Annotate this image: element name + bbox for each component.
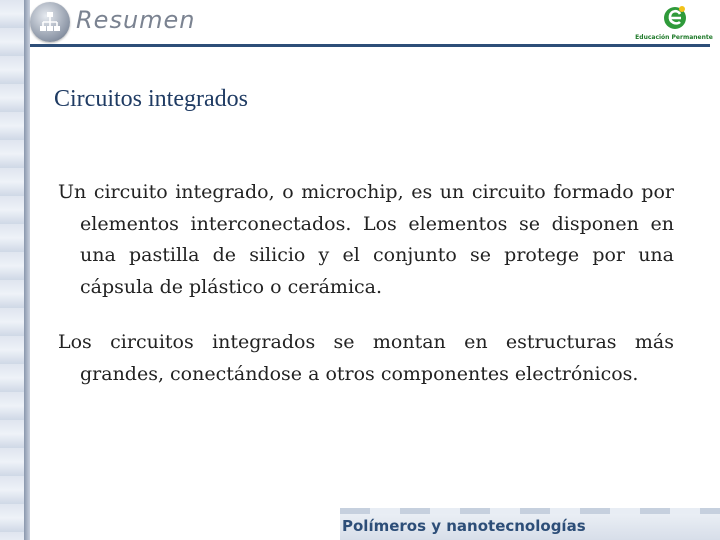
page-title: Circuitos integrados (54, 86, 248, 112)
hierarchy-icon (38, 10, 62, 34)
brand-text: Educación Permanente (635, 34, 713, 41)
brand-logo (634, 4, 714, 44)
footer-title: Polímeros y nanotecnologías (342, 517, 586, 535)
paragraph-assembly: Los circuitos integrados se montan en estructuras más grandes, conectándose a otros componentes electrónicos. (58, 331, 674, 385)
paragraph-definition: Un circuito integrado, o microchip, es un circuito formado por elementos interconectados. Los elementos se disponen en una pastilla de silicio y el conjunto se protege por una cápsula de plástico o cerámica. (58, 181, 674, 298)
section-label: Resumen (76, 6, 196, 34)
brand-e-logo-icon (662, 4, 688, 32)
header-divider (30, 44, 710, 47)
decorative-left-strip (0, 0, 25, 540)
section-icon-badge (30, 2, 70, 42)
